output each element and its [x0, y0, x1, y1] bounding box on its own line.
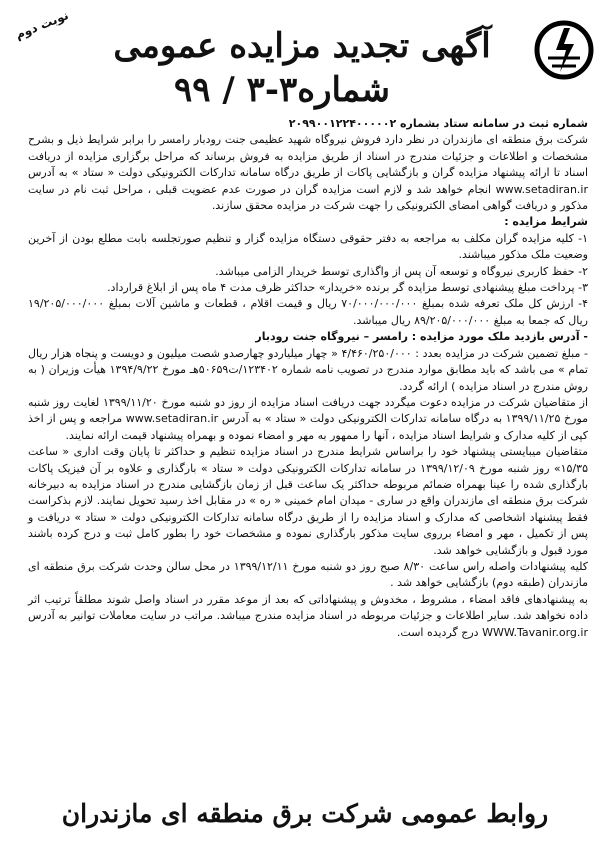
advertisement-page [8, 8, 602, 850]
condition-2: ۲- حفظ کاربری نیروگاه و توسعه آن پس از واگذاری توسط خریدار الزامی میباشد. [215, 264, 588, 278]
condition-1: ۱- کلیه مزایده گران مکلف به مراجعه به دفتر حقوقی دستگاه مزایده گزار و تنظیم صورتجلسه بابت مطلع بودن از آخرین وضعیت ملک مذکور میباشند. [28, 231, 588, 262]
tender-number: شماره۳-۳ / ۹۹ [173, 70, 391, 110]
conditions-heading: شرایط مزایده : [504, 215, 588, 229]
rejection-paragraph: به پیشنهادهای فاقد امضاء ، مشروط ، مخدوش و پیشنهاداتی که بعد از موعد مقرر در اسناد واصل شوند مطلقاً ترتیب اثر داده نخواهد شد. سایر اطلاعات و جزئیات مربوطه در اسناد مزایده مندرج میباشد. مراتب در سایت معاملات توانیر به آدرس WWW.Tavanir.org.ir درج گردیده است. [28, 592, 588, 639]
visit-address: - آدرس بازدید ملک مورد مزایده : رامسر – نیروگاه جنت رودبار [255, 330, 588, 344]
opening-paragraph: کلیه پیشنهادات واصله راس ساعت ۸/۳۰ صبح روز دو شنبه مورخ ۱۳۹۹/۱۲/۱۱ در محل سالن وحدت شرکت برق منطقه ای مازندران (طبقه دوم) بازگشایی خواهد شد . [28, 559, 588, 590]
announcement-body [28, 116, 588, 641]
invitation-paragraph: از متقاضیان شرکت در مزایده دعوت میگردد جهت دریافت اسناد مزایده از روز دو شنبه مورخ ۱۳۹۹/۱۱/۲۰ لغایت روز شنبه مورخ ۱۳۹۹/۱۱/۲۵ به درگاه سامانه تدارکات الکترونیکی دولت « ستاد » به آدرس www.setadiran.ir مراجعه و پس از اخذ کپی از کلیه مدارک و شرایط اسناد مزایده ، آنها را ممهور به مهر و امضاء نموده و بهمراه پیشنهاد قیمت ارائه نمایند. [28, 395, 589, 442]
page-title: آگهی تجدید مزایده عمومی [113, 26, 491, 66]
guarantee-paragraph: - مبلغ تضمین شرکت در مزایده بعدد : ۴/۴۶۰/۲۵۰/۰۰۰ « چهار میلیاردو چهارصدو شصت میلیون و دویست و پنجاه هزار ریال تمام » می باشد که باید مطابق موارد مندرج در تصویب نامه شماره ۱۲۳۴۰۲/ت۵۰۶۵۹هـ مورخ ۱۳۹۴/۹/۲۲ هیأت وزیران ( به روش مندرج در اسناد مزایده ) ارائه گردد. [28, 346, 588, 393]
intro-paragraph: شرکت برق منطقه ای مازندران در نظر دارد فروش نیروگاه شهید عظیمی جنت رودبار رامسر را برابر شرایط ذیل و بشرح مشخصات و اطلاعات و جزئیات مندرج در اسناد از طریق مزایده به فروش برساند که مراحل برگزاری مزایده از دریافت اسناد تا ارائه پیشنهاد مزایده گران و بازگشایی پاکات از طریق درگاه سامانه تدارکات الکترونیکی دولت « ستاد » به آدرس www.setadiran.ir انجام خواهد شد و لازم است مزایده گران در صورت عدم عضویت قبلی ، مراحل ثبت نام در سایت مذکور و دریافت گواهی امضای الکترونیکی را جهت شرکت در مزایده محقق سازند. [28, 133, 588, 213]
notice-stamp: نوبت دوم [13, 8, 71, 42]
condition-4: ۴- ارزش کل ملک تعرفه شده بمبلغ ۷۰/۰۰۰/۰۰۰/۰۰۰ ریال و قیمت اقلام ، قطعات و ماشین آلات بمبلغ ۱۹/۲۰۵/۰۰۰/۰۰۰ ریال که جمعا به مبلغ ۸۹/۲۰۵/۰۰۰/۰۰۰ ریال میباشد. [28, 297, 588, 327]
footer-signature: روابط عمومی شرکت برق منطقه ای مازندران [61, 799, 549, 828]
tavanir-lightning-logo-icon [534, 20, 594, 80]
condition-3: ۳- پرداخت مبلغ پیشنهادی توسط مزایده گر برنده «خریدار» حداکثر ظرف مدت ۴ ماه پس از ابلاغ قرارداد. [107, 281, 588, 295]
registration-number: شماره ثبت در سامانه ستاد بشماره ۲۰۹۹۰۰۱۲۲۴۰۰۰۰۰۲ [288, 117, 588, 130]
submission-paragraph: متقاضیان میبایستی پیشنهاد خود را براساس شرایط مندرج در اسناد مزایده تنظیم و حداکثر تا پایان وقت اداری « ساعت ۱۵/۳۵» روز شنبه مورخ ۱۳۹۹/۱۲/۰۹ در سامانه تدارکات الکترونیکی دولت « ستاد » بارگذاری و علاوه بر آن فیزیک پاکات بارگذاری شده را عینا بهمراه ضمائم مربوطه حداکثر یک ساعت قبل از زمان بازگشایی مندرج در اسناد مزایده به دبیرخانه شرکت برق منطقه ای مازندران واقع در ساری - میدان امام خمینی « ره » در مقابل اخذ رسید تحویل نمایند. لازم بذکراست فقط پیشنهاد اشخاصی که مدارک و اسناد مزایده را از طریق درگاه سامانه تدارکات الکترونیکی دولت « ستاد » دریافت و پس از تکمیل ، مهر و امضاء برروی سایت مذکور بارگذاری نموده و مشخصات خود را بطور کامل ثبت و درج کرده باشند مورد قبول و بازگشایی خواهد شد. [28, 445, 588, 557]
